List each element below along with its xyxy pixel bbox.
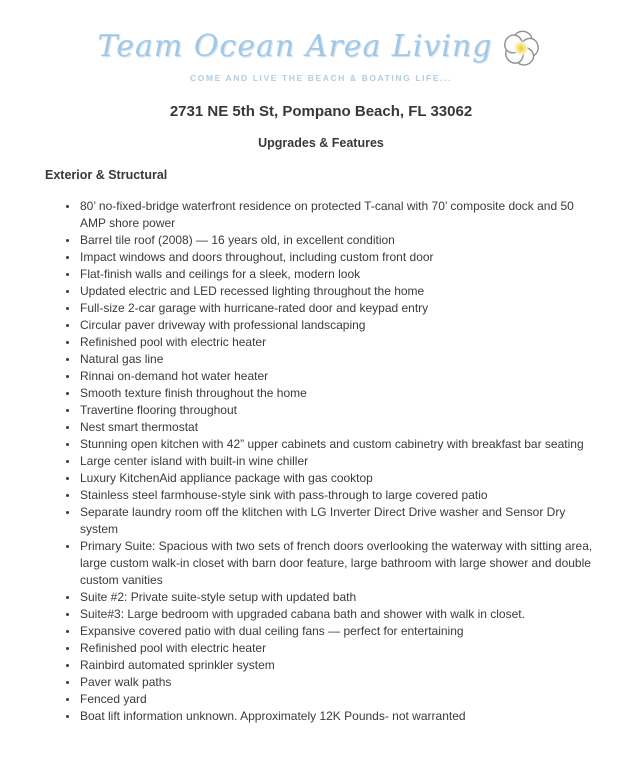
feature-item: • Suite #2: Private suite-style setup with updated bath (79, 589, 597, 606)
feature-item: • Flat-finish walls and ceilings for a sleek, modern look (79, 266, 597, 283)
feature-item: • Primary Suite: Spacious with two sets of french doors overlooking the waterway with sitting area, large custom walk-in closet with barn door feature, large bathroom with large shower and double custom vanities (79, 538, 597, 589)
feature-item: • Stainless steel farmhouse-style sink with pass-through to large covered patio (79, 487, 597, 504)
feature-item: • Rinnai on-demand hot water heater (79, 368, 597, 385)
feature-item: • Refinished pool with electric heater (79, 334, 597, 351)
feature-item: • Boat lift information unknown. Approximately 12K Pounds- not warranted (79, 708, 597, 725)
feature-item: • Fenced yard (79, 691, 597, 708)
feature-item: • Nest smart thermostat (79, 419, 597, 436)
brand-tagline: COME AND LIVE THE BEACH & BOATING LIFE... (189, 73, 453, 83)
feature-item: • 80’ no-fixed-bridge waterfront residence on protected T-canal with 70’ composite dock and 50 AMP shore power (79, 198, 597, 232)
section-heading-exterior-structural: Exterior & Structural (45, 168, 168, 182)
feature-item: • Impact windows and doors throughout, including custom front door (79, 249, 597, 266)
feature-item: • Rainbird automated sprinkler system (79, 657, 597, 674)
feature-item: • Luxury KitchenAid appliance package with gas cooktop (79, 470, 597, 487)
feature-item: • Suite#3: Large bedroom with upgraded cabana bath and shower with walk in closet. (79, 606, 597, 623)
feature-item: • Full-size 2-car garage with hurricane-rated door and keypad entry (79, 300, 597, 317)
brand-name: Team Ocean Area Living (97, 29, 493, 64)
feature-item: • Barrel tile roof (2008) — 16 years old, in excellent condition (79, 232, 597, 249)
feature-item: • Expansive covered patio with dual ceiling fans — perfect for entertaining (79, 623, 597, 640)
plumeria-flower-icon (498, 24, 544, 70)
feature-item: • Stunning open kitchen with 42” upper cabinets and custom cabinetry with breakfast bar seating (79, 436, 597, 453)
feature-item: • Smooth texture finish throughout the home (79, 385, 597, 402)
feature-item: • Separate laundry room off the klitchen with LG Inverter Direct Drive washer and Sensor Dry system (79, 504, 597, 538)
flyer-subtitle: Upgrades & Features (258, 136, 384, 150)
feature-item: • Updated electric and LED recessed lighting throughout the home (79, 283, 597, 300)
feature-item: • Circular paver driveway with professional landscaping (79, 317, 597, 334)
feature-item: • Refinished pool with electric heater (79, 640, 597, 657)
feature-item: • Natural gas line (79, 351, 597, 368)
feature-item: • Large center island with built-in wine chiller (79, 453, 597, 470)
property-address-title: 2731 NE 5th St, Pompano Beach, FL 33062 (169, 103, 473, 120)
brand-logo (45, 24, 597, 83)
brand-row (45, 24, 597, 70)
feature-item: • Paver walk paths (79, 674, 597, 691)
features-list (45, 198, 597, 725)
feature-item: • Travertine flooring throughout (79, 402, 597, 419)
